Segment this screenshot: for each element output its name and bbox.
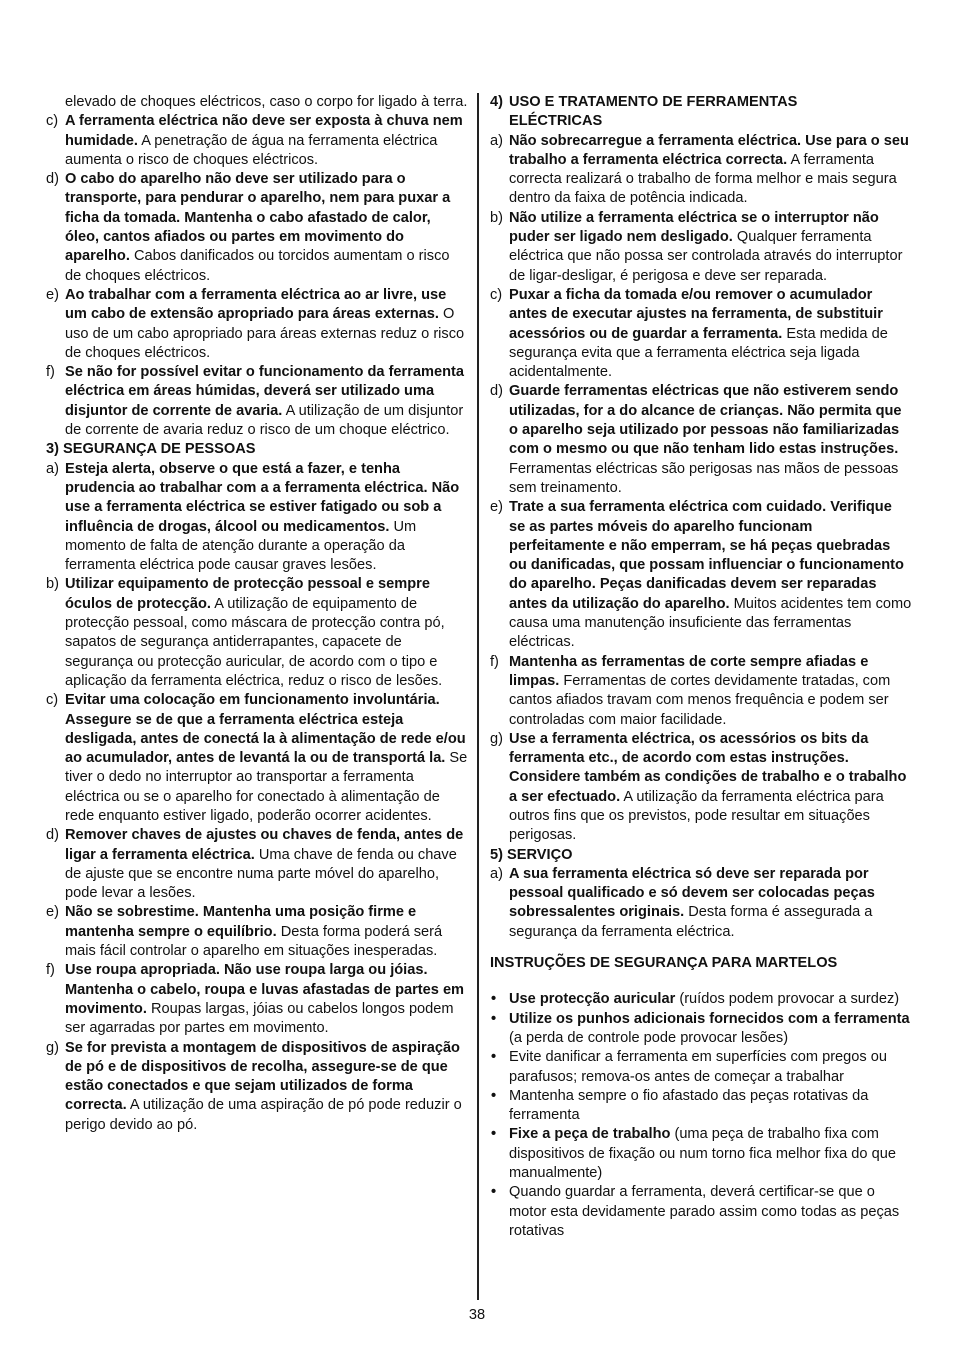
bullet-icon: •: [491, 991, 497, 1008]
list-item: f) Use roupa apropriada. Não use roupa larga ou jóias. Mantenha o cabelo, roupa e luvas afastadas de partes em movimento. Roupas largas, jóias ou cabelos longos podem ser agarradas por partes em movimento.: [46, 962, 465, 1037]
section-heading-personal-safety: 3) SEGURANÇA DE PESSOAS: [46, 441, 256, 458]
list-item: b) Utilizar equipamento de protecção pessoal e sempre óculos de protecção. A utilização de equipamento de protecção pessoal, como máscara de protecção contra pó, sapatos de segurança antiderrapantes, capacete de segurança ou protecção auricular, de acordo com o tipo e aplicação da ferramenta eléctrica, reduz o risco de lesões.: [46, 576, 445, 689]
bullet-icon: •: [491, 1049, 497, 1066]
list-item: e) Trate a sua ferramenta eléctrica com cuidado. Verifique se as partes móveis do aparelho funcionam perfeitamente e não emperram, se há peças quebradas ou danificadas, que possam influenciar o funcionamento do aparelho. Peças danificadas devem ser reparadas antes da utilização do aparelho. Muitos acidentes tem como causa uma manutenção insuficiente das ferramentas eléctricas.: [490, 499, 912, 651]
bullet-icon: •: [491, 1126, 497, 1143]
list-item: b) Não utilize a ferramenta eléctrica se o interruptor não puder ser ligado nem desligado. Qualquer ferramenta eléctrica que não possa ser controlada através do interruptor de ligar-desligar, é perigosa e deve ser reparada.: [490, 209, 903, 284]
bullet-icon: •: [491, 1087, 497, 1104]
list-item: f) Mantenha as ferramentas de corte sempre afiadas e limpas. Ferramentas de cortes devidamente tratadas, com cantos afiados travam com menos frequência e podem ser controladas com maior facilidade.: [490, 653, 891, 728]
bullet-item: • Mantenha sempre o fio afastado das peças rotativas da ferramenta: [491, 1087, 869, 1124]
section-heading-tool-use: 4) USO E TRATAMENTO DE FERRAMENTAS: [490, 94, 798, 110]
bullet-item: • Utilize os punhos adicionais fornecidos com a ferramenta (a perda de controle pode provocar lesões): [491, 1010, 910, 1046]
list-item: d) O cabo do aparelho não deve ser utilizado para o transporte, para pendurar o aparelho, nem para puxar a ficha da tomada. Mantenha o cabo afastado de calor, óleo, cantos afiados ou partes em movimento do aparelho. Cabos danificados ou torcidos aumentam o risco de choques eléctricos.: [46, 171, 451, 284]
left-column: [46, 93, 468, 1135]
list-item: d) Remover chaves de ajustes ou chaves de fenda, antes de ligar a ferramenta eléctrica. Uma chave de fenda ou chave de ajuste que se encontre numa parte móvel do aparelho, pode levar a lesões.: [46, 827, 464, 902]
bullet-icon: •: [491, 1184, 497, 1201]
list-item: e) Ao trabalhar com a ferramenta eléctrica ao ar livre, use um cabo de extensão apropriado para áreas externas. O uso de um cabo apropriado para áreas externas reduz o risco de choques eléctricos.: [46, 286, 465, 361]
column-divider: [477, 93, 479, 1300]
bullet-item: • Fixe a peça de trabalho (uma peça de trabalho fixa com dispositivos de fixação ou num torno fica melhor fixa do que manualmente): [491, 1126, 896, 1182]
bullet-icon: •: [491, 1010, 497, 1027]
bullet-item: • Evite danificar a ferramenta em superfícies com pregos ou parafusos; remova-os antes de começar a trabalhar: [491, 1049, 887, 1085]
list-item: a) Não sobrecarregue a ferramenta eléctrica. Use para o seu trabalho a ferramenta eléctrica correcta. A ferramenta correcta realizará o trabalho de forma melhor e mais segura dentro da faixa de potência indicada.: [490, 132, 909, 207]
section-heading-service: 5) SERVIÇO: [490, 846, 573, 863]
list-item: g) Se for prevista a montagem de dispositivos de aspiração de pó e de dispositivos de recolha, assegure-se de que estão conectados e que sejam utilizados de forma correcta. A utilização de uma aspiração de pó pode reduzir o perigo devido ao pó.: [46, 1039, 462, 1133]
list-item: a) Esteja alerta, observe o que está a fazer, e tenha prudencia ao trabalhar com a a ferramenta eléctrica. Não use a ferramenta eléctrica se estiver fatigado ou sob a influência de drogas, álcool ou medicamentos. Um momento de falta de atenção durante a operação da ferramenta eléctrica pode causar graves lesões.: [46, 460, 460, 574]
bullet-item: • Quando guardar a ferramenta, deverá certificar-se que o motor esta devidamente parado assim como todas as peças rotativas: [491, 1184, 900, 1239]
list-item: e) Não se sobrestime. Mantenha uma posição firme e mantenha sempre o equilíbrio. Desta forma poderá será mais fácil controlar o aparelho em situações inesperadas.: [46, 904, 443, 960]
list-item: c) A ferramenta eléctrica não deve ser exposta à chuva nem humidade. A penetração de água na ferramenta eléctrica aumenta o risco de choques eléctricos.: [46, 113, 463, 168]
section-heading-hammers: INSTRUÇÕES DE SEGURANÇA PARA MARTELOS: [490, 955, 838, 972]
list-item: f) Se não for possível evitar o funcionamento da ferramenta eléctrica em áreas húmidas, deverá ser utilizado uma disjuntor de corrente de avaria. A utilização de um disjuntor de corrente de avaria reduz o risco de um choque eléctrico.: [46, 364, 464, 439]
page-number: 38: [468, 1307, 486, 1323]
list-item: d) Guarde ferramentas eléctricas que não estiverem sendo utilizadas, for a do alcance de crianças. Não permita que o aparelho seja utilizado por pessoas não familiarizadas com o mesmo ou que não tenham lido estas instruções. Ferramentas eléctricas são perigosas nas mãos de pessoas sem treinamento.: [490, 383, 902, 496]
list-item: c) Evitar uma colocação em funcionamento involuntária. Assegure se de que a ferramenta eléctrica esteja desligada, antes de conectá la à alimentação de rede e/ou ao acumulador, antes de levantá la ou de transportá la. Se tiver o dedo no interruptor ao transportar a ferramenta eléctrica ou se o aparelho for conectado à alimentação de rede enquanto estiver ligado, poderão ocorrer acidentes.: [46, 692, 468, 824]
bullet-item: • Use protecção auricular (ruídos podem provocar a surdez): [490, 990, 912, 1009]
list-item: c) Puxar a ficha da tomada e/ou remover o acumulador antes de executar ajustes na ferramenta, de substituir acessórios ou de guardar a ferramenta. Esta medida de segurança evita que a ferramenta eléctrica seja ligada acidentalmente.: [490, 286, 888, 381]
list-item: g) Use a ferramenta eléctrica, os acessórios os bits da ferramenta etc., de acordo com estas instruções. Considere também as condições de trabalho e o trabalho a ser efectuado. A utilização da ferramenta eléctrica para outros fins que os previstos, pode resultar em situações perigosas.: [490, 730, 907, 844]
continued-paragraph: elevado de choques eléctricos, caso o corpo for ligado à terra.: [65, 94, 468, 110]
section-heading-tool-use-cont: ELÉCTRICAS: [509, 113, 603, 130]
right-column: [490, 93, 912, 1241]
list-item: a) A sua ferramenta eléctrica só deve ser reparada por pessoal qualificado e só devem ser colocadas peças sobressalentes originais. Desta forma é assegurada a segurança da ferramenta eléctrica.: [490, 865, 875, 940]
